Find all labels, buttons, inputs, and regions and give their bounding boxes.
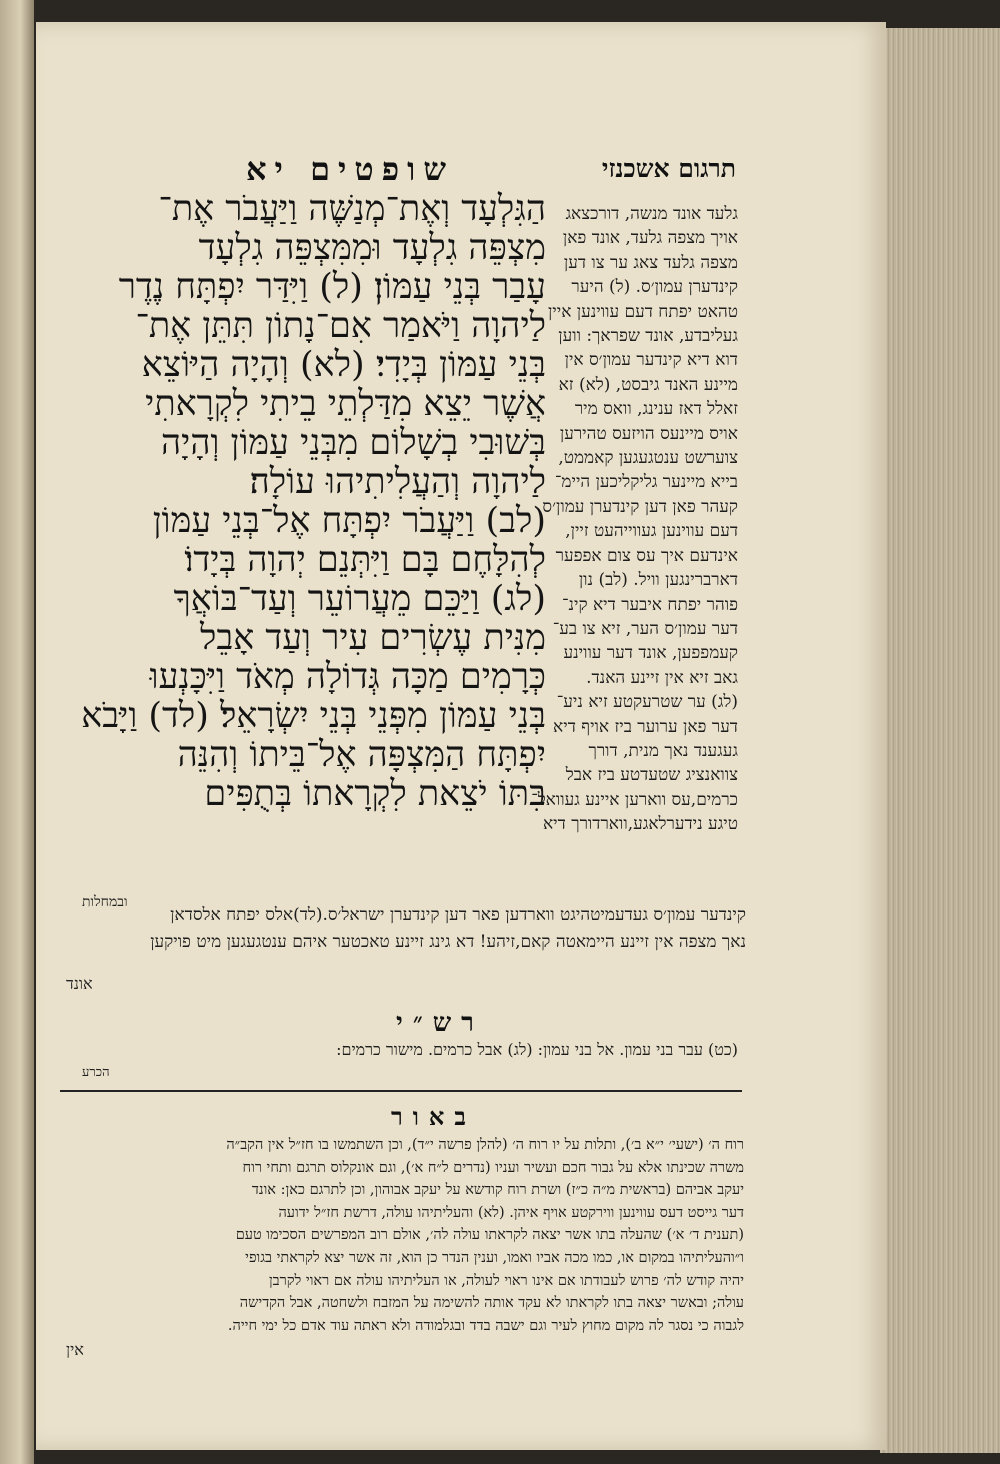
yiddish-line: פוהר יפתח איבער דיא קינ־ [561,594,738,615]
yiddish-line: (לג) ער שטרעקטע זיא ניע־ [556,692,738,713]
beur-heading: באור [391,1102,476,1131]
beur-line: יעקב אביהם (בראשית מ״ה כ״ז) ושרת רוח קודשא על יעקב אבוהון, וכן לתרגם כאן: אונד [251,1182,744,1199]
beur-line: דער גייסט דעס עווינען ווירקטע אויף איהן. (לא) והעליתיהו עולה, דרשת חז״ל ידועה [278,1204,744,1221]
hebrew-line: בְּנֵי עַמּוֹן בְּיָדִי׃ (לא) וְהָיָה הַיּוֹצֵא [141,346,546,385]
yiddish-line: דארברינגען וויל. (לב) נון [578,570,738,591]
section-divider [60,1090,742,1092]
catchword-rashi: הכרע [82,1065,110,1080]
beur-line: יהיה קודש לה׳ פרוש לעבודתו אם אינו ראוי לעולה, או העליתיהו עולה אם ראוי לקרבן [268,1272,744,1289]
yiddish-line: קעמפפען, אונד דער עווינע [563,643,738,664]
hebrew-line: מִנִּית עֶשְׂרִים עִיר וְעַד אָבֵל [200,619,546,658]
yiddish-line: מצפה גלעד צאג ער צו דען [563,252,738,273]
yiddish-line: צוואנציג שטעדטע ביז אבל [565,765,738,786]
rashi-heading: רש״י [396,1008,484,1038]
yiddish-line: דער עמון׳ס הער, זיא צו בע־ [552,618,738,639]
beur-line: ו״והעליתיהו במקום או, כמו מכה אביו ואמו, וענין הנדר כן הוא, זה אשר יצא לקראתי בגופי [245,1249,744,1266]
beur-line: לגבוה כי נסגר לה מקום מחוץ לעיר וגם ישבה בדד ובגלמודה ולא ראתה עוד אדם כל ימי חייה. [227,1317,744,1334]
hebrew-line: בְּשׁוּבִי בְשָׁלוֹם מִבְּנֵי עַמּוֹן וְהָיָה [161,424,546,463]
running-header [36,150,886,190]
yiddish-line: קינדערן עמון׳ס. (ל) היער [571,277,738,298]
yiddish-line: זאלל דאז ענינג, וואס מיר [574,399,738,420]
yiddish-line: דוא דיא קינדער עמון׳ס אין [564,350,738,371]
hebrew-line: לְהִלָּחֶם בָּם וַיִּתְּנֵם יְהוָה בְּיָדוֹ׃ [184,541,546,580]
hebrew-line: לַיהוָה וַיֹּאמַר אִם־נָתוֹן תִּתֵּן אֶת־ [135,307,546,346]
yiddish-line: אויך מצפה גלעד, אונד פאן [562,228,738,249]
catchword-beur: אין [66,1340,84,1359]
beur-line: עולה; ובאשר יצאה בתו לקראתו לא עקד אותה להשימה על המזבח ולשחטה, אבל הקדישה [239,1295,744,1312]
yiddish-translation-column [520,202,738,837]
catchword-yiddish: אונד [66,974,93,993]
beur-line: רוח ה׳ (ישעי׳ י״א ב׳), ותלות על יו רוח ה׳ (להלן פרשה י״ד), וכן השתמשו בו חז״ל אין הקב״ה [226,1137,744,1153]
yiddish-line: קעהר פאן דען קינדערן עמון׳ס [542,496,738,517]
book-page-stack [880,28,1000,1453]
yiddish-continuation [66,902,746,956]
hebrew-text-column [66,190,546,814]
continuation-line: קינדער עמון׳ס געדעמיטהיגט ווארדען פאר דען קינדערן ישראל׳ס.(לד)אלס יפתח אלסדאן [170,905,746,925]
header-translation-title: תרגום אשכנזי [601,154,736,183]
left-page-edge [0,0,34,1464]
yiddish-line: מיינע האנד גיבסט, (לא) זא [558,374,738,395]
hebrew-line: אֲשֶׁר יֵצֵא מִדַּלְתֵי בֵיתִי לִקְרָאתִי [145,385,546,424]
yiddish-line: בייא מיינער גליקליכען היימ־ [554,472,738,493]
yiddish-line: אינדעם איך עס צום אפפער [555,545,738,566]
hebrew-line: לַיהוָה וְהַעֲלִיתִיהוּ עוֹלָה׃ [249,463,546,502]
yiddish-line: טיגע נידערלאגע,ווארדורך דיא [542,814,738,835]
yiddish-line: געגענד נאך מנית, דורך [588,740,738,761]
header-book-title: שופטים יא [245,150,454,188]
yiddish-line: כרמים,עס ווארען איינע געוואל־ [531,789,738,810]
hebrew-line: בְּנֵי עַמּוֹן מִפְּנֵי בְּנֵי יִשְׂרָאֵל׃ (לד) וַיָּבֹא [81,697,546,736]
continuation-line: נאך מצפה אין זיינע היימאטה קאם,זיהע! דא גינג זיינע טאכטער איהם ענטגעגען מיט פויקען [150,932,746,952]
yiddish-line: אויס מיינעס הויזעס טהירען [559,423,738,444]
catchword-hebrew: ובמחלות [82,894,128,910]
hebrew-line: מִצְפֵּה גִלְעָד וּמִמִּצְפֵּה גִלְעָד [198,229,546,268]
hebrew-line: (לג) וַיַּכֵּם מֵעֲרוֹעֵר וְעַד־בּוֹאֲךָ [173,580,546,619]
yiddish-line: גאב זיא אין זיינע האנד. [586,667,738,688]
yiddish-line: גלעד אונד מנשה, דורכצאג [565,204,738,224]
yiddish-line: געליבדע, אונד שפראך: ווען [558,326,738,347]
hebrew-line: עָבַר בְּנֵי עַמּוֹן׃ (ל) וַיִּדַּר יִפְתָּח נֶדֶר [118,268,546,307]
hebrew-line: יִפְתָּח הַמִּצְפָּה אֶל־בֵּיתוֹ וְהִנֵּה [177,736,546,775]
beur-commentary [62,1134,744,1337]
beur-line: משרה שכינתו אלא על גבור חכם ועשיר ועניו (נדרים ל״ח א׳), וגם אונקלוס תרגם ותחי רוח [242,1159,744,1176]
yiddish-line: טהאט יפתח דעם עווינען איין [547,301,738,322]
hebrew-line: בִתּוֹ יֹצֵאת לִקְרָאתוֹ בְּתֻפִּים [204,775,546,814]
yiddish-line: דער פאן ערוער ביז אויף דיא [553,716,738,737]
hebrew-line: הַגִּלְעָד וְאֶת־מְנַשֶּׁה וַיַּעֲבֹר אֶת־ [158,190,546,229]
book-page [36,22,886,1450]
hebrew-line: (לב) וַיַּעֲבֹר יִפְתָּח אֶל־בְּנֵי עַמּוֹן [152,502,546,541]
beur-line: (תענית ד׳ א׳) שהעלה בתו אשר יצאה לקראתו עולה לה׳, אולם רוב המפרשים הסכימו טעם [235,1227,744,1244]
yiddish-line: דעם עווינען געווייהעט זיין, [565,521,738,542]
hebrew-line: כְּרָמִים מַכָּה גְּדוֹלָה מְאֹד וַיִּכָּנְעוּ [149,658,546,697]
rashi-commentary: (כט) עבר בני עמון. אל בני עמון: (לג) אבל כרמים. מישור כרמים: [336,1040,738,1059]
yiddish-line: צוערשט ענטגעגען קאממט, [558,448,738,469]
